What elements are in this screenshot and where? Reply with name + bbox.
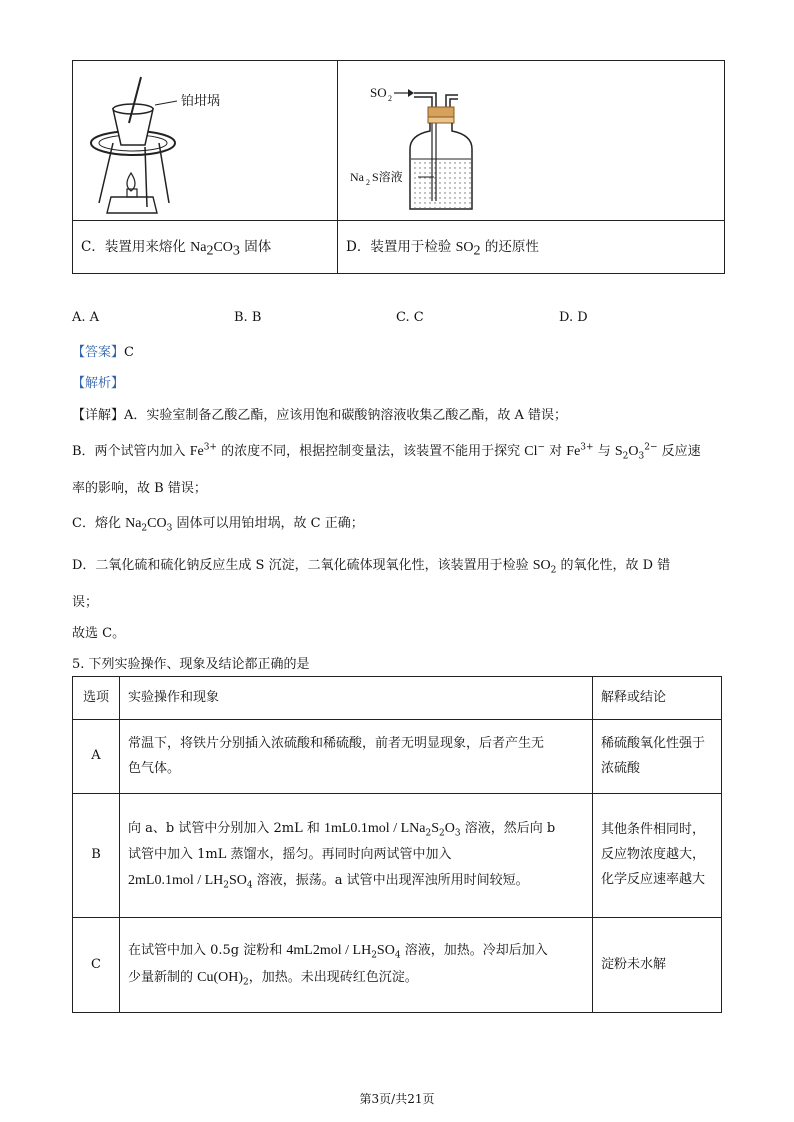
crucible-label: 铂坩埚 <box>181 93 221 108</box>
option-c-chem-sub1: 2 <box>206 243 214 259</box>
q5-header-row <box>73 677 722 720</box>
b-text-e: 反应速 <box>657 444 701 459</box>
row-c-op2-sub: 2 <box>243 977 249 988</box>
row-c-option: C <box>73 918 120 1013</box>
option-c-chem: Na <box>190 239 207 255</box>
b-text-c: 对 <box>545 444 567 459</box>
row-a-con-line2: 浓硫酸 <box>601 760 641 776</box>
c-line-chem: Na <box>125 516 142 531</box>
row-b-conclusion <box>593 794 722 918</box>
option-d-text-b: 的还原性 <box>480 238 539 255</box>
row-b-op1-sub2: 2 <box>439 829 445 840</box>
detail-b-line1 <box>72 440 701 462</box>
option-d-caption <box>338 221 725 274</box>
row-b-op1-b: 溶液，然后向 b <box>460 821 556 837</box>
row-b-op3-b: 溶液，振荡。a 试管中出现浑浊所用时间较短。 <box>252 872 529 888</box>
row-b-op1-chem3: O <box>444 821 455 837</box>
answer-value: C <box>124 345 134 360</box>
row-b-op1-sub3: 3 <box>454 829 461 840</box>
q5-row-b <box>73 794 722 918</box>
row-c-op1-sub2: 4 <box>394 950 401 961</box>
gas-washing-bottle-figure <box>338 61 724 216</box>
choose-line: 故选 C。 <box>72 626 126 641</box>
row-a-conclusion <box>593 720 722 794</box>
na2s-label-subscript: 2 <box>366 178 370 187</box>
b-text-a: B．两个试管内加入 <box>72 444 190 459</box>
row-c-conclusion: 淀粉未水解 <box>593 918 722 1013</box>
row-c-operation <box>120 918 593 1013</box>
row-a-con-line1: 稀硫酸氧化性强于 <box>601 735 706 751</box>
option-c-chem-sub2: 3 <box>232 243 240 259</box>
option-d-chem-sub: 2 <box>473 243 481 259</box>
option-d-chem: SO <box>455 239 474 255</box>
option-c-text-a: C．装置用来熔化 <box>81 238 191 255</box>
row-b-op3-chem2: SO <box>229 872 247 888</box>
option-c-text-b: 固体 <box>239 238 272 255</box>
detail-a-text: A．实验室制备乙酸乙酯，应该用饱和碳酸钠溶液收集乙酸乙酯，故 A 错误； <box>124 408 568 423</box>
b-text-b: 的浓度不同，根据控制变量法，该装置不能用于探究 <box>216 444 525 459</box>
row-c-op-line2 <box>128 965 584 992</box>
row-b-operation <box>120 794 593 918</box>
na2s-label-a: Na <box>350 170 364 184</box>
answer-tag: 【答案】 <box>72 345 125 360</box>
detail-b-line2: 率的影响，故 B 错误； <box>72 481 207 496</box>
crucible-apparatus-figure <box>73 61 337 216</box>
b-fe2: Fe <box>566 444 581 459</box>
row-b-op3-sub1: 2 <box>223 880 230 891</box>
row-b-option: B <box>73 794 120 918</box>
row-b-op-line2: 试管中加入 1mL 蒸馏水，摇匀。再同时向两试管中加入 <box>128 847 452 863</box>
row-b-op-line3 <box>128 868 584 895</box>
page-footer: 第3页/共21页 <box>359 1092 435 1106</box>
b-fe: Fe <box>189 444 204 459</box>
header-conclusion: 解释或结论 <box>593 677 722 720</box>
b-o-charge: 2− <box>644 442 658 453</box>
row-b-con-line1: 其他条件相同时， <box>601 822 706 838</box>
option-c-caption <box>73 221 338 274</box>
b-fe-charge: 3+ <box>203 442 217 453</box>
row-a-operation <box>120 720 593 794</box>
d-line-sub: 2 <box>550 565 557 576</box>
row-c-op1-b: 溶液，加热。冷却后加入 <box>400 943 548 959</box>
b-text-d: 与 <box>593 444 615 459</box>
row-b-op-line1 <box>128 816 584 843</box>
na2s-label-b: S溶液 <box>372 170 403 184</box>
b-s-sub: 2 <box>622 451 629 462</box>
detail-d-line1 <box>72 554 670 576</box>
row-b-op1-chem: 1mL0.1mol / LNa <box>323 821 426 837</box>
c-line-text-a: C．熔化 <box>72 516 126 531</box>
q5-row-c <box>73 918 722 1013</box>
d-line-text-b: 的氧化性，故 D 错 <box>556 558 671 573</box>
row-b-op1-a: 向 a、b 试管中分别加入 2mL 和 <box>128 821 324 837</box>
b-o-sub: 3 <box>638 451 645 462</box>
option-c-chem-mid: CO <box>213 239 233 255</box>
row-b-con-line2: 反应物浓度越大， <box>601 847 706 863</box>
header-option: 选项 <box>73 677 120 720</box>
c-line-sub1: 2 <box>141 523 148 534</box>
detail-a-line <box>72 404 567 423</box>
row-a-op-line2: 色气体。 <box>128 760 181 776</box>
c-line-chem-mid: CO <box>147 516 167 531</box>
row-b-op1-chem2: S <box>431 821 439 837</box>
detail-c-line <box>72 512 364 534</box>
row-b-op3-sub2: 4 <box>246 880 253 891</box>
so2-label: SO <box>370 85 387 100</box>
so2-label-subscript: 2 <box>388 94 392 103</box>
option-d-text-a: D．装置用于检验 <box>346 238 456 255</box>
b-s: S <box>614 444 623 459</box>
row-b-op3-chem: 2mL0.1mol / LH <box>128 872 224 888</box>
option-a[interactable]: A. A <box>72 310 100 325</box>
option-c[interactable]: C. C <box>396 310 424 325</box>
answer-line <box>72 341 134 360</box>
b-cl-charge: − <box>537 442 546 453</box>
detail-d-line2: 误； <box>72 595 99 610</box>
row-c-op-line1 <box>128 938 584 965</box>
b-cl: Cl <box>524 444 538 459</box>
option-b[interactable]: B. B <box>234 310 262 325</box>
q4-options-table <box>72 60 725 274</box>
row-c-op2-a: 少量新制的 <box>128 970 198 985</box>
q5-table <box>72 676 722 1013</box>
b-o: O <box>628 444 639 459</box>
c-line-sub2: 3 <box>166 523 173 534</box>
detail-tag: 【详解】 <box>72 408 125 423</box>
c-line-text-b: 固体可以用铂坩埚，故 C 正确； <box>172 516 364 531</box>
row-c-op1-chem2: SO <box>376 943 395 959</box>
row-b-con-line3: 化学反应速率越大 <box>601 871 706 887</box>
crucible-figure-cell <box>73 61 338 221</box>
row-c-op2-b: ，加热。未出现砖红色沉淀。 <box>248 970 418 985</box>
row-b-op1-sub1: 2 <box>425 829 432 840</box>
row-a-option: A <box>73 720 120 794</box>
option-d[interactable]: D. D <box>559 310 588 325</box>
so2-figure-cell <box>338 61 725 221</box>
row-c-op1-chem: 4mL2mol / LH <box>286 943 372 959</box>
analysis-tag: 【解析】 <box>72 376 125 391</box>
b-fe2-charge: 3+ <box>580 442 594 453</box>
d-line-text-a: D．二氧化硫和硫化钠反应生成 S 沉淀，二氧化硫体现氧化性，该装置用于检验 <box>72 558 533 573</box>
row-c-op1-sub1: 2 <box>371 950 377 961</box>
row-c-op2-chem: Cu(OH) <box>197 970 244 985</box>
header-operation: 实验操作和现象 <box>120 677 593 720</box>
q5-row-a <box>73 720 722 794</box>
row-c-op1-a: 在试管中加入 0.5g 淀粉和 <box>128 943 287 959</box>
q5-title: 5. 下列实验操作、现象及结论都正确的是 <box>72 657 310 672</box>
d-line-chem: SO <box>532 558 551 573</box>
row-a-op-line1: 常温下，将铁片分别插入浓硫酸和稀硫酸，前者无明显现象，后者产生无 <box>128 735 545 751</box>
